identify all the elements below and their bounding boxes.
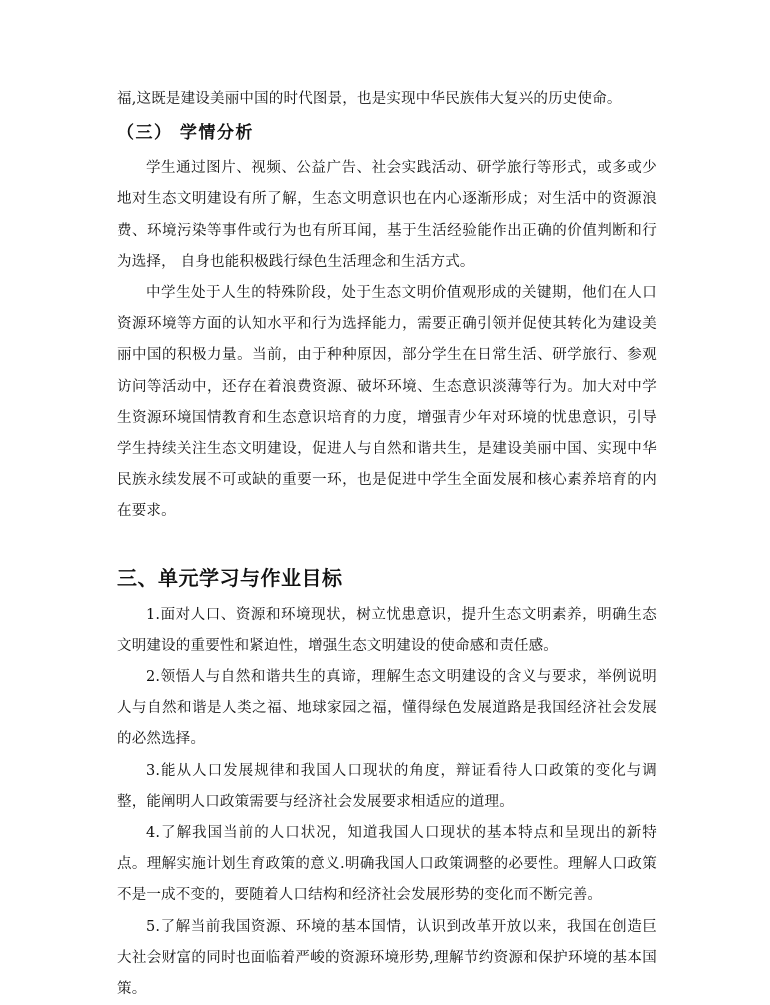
learner-analysis-paragraph-2: 中学生处于人生的特殊阶段，处于生态文明价值观形成的关键期，他们在人口资源环境等方面的认知水平和行为选择能力，需要正确引领并促使其转化为建设美丽中国的积极力量。当前，由于种种原因，部分学生在日常生活、研学旅行、参观访问等活动中，还存在着浪费资源、破坏环境、生态意识淡薄等行为。加大对中学生资源环境国情教育和生态意识培育的力度，增强青少年对环境的忧患意识，引导学生持续关注生态文明建设，促进人与自然和谐共生，是建设美丽中国、实现中华民族永续发展不可或缺的重要一环，也是促进中学生全面发展和核心素养培育的内在要求。 — [117, 285, 657, 520]
goal-item-5: 5.了解当前我国资源、环境的基本国情，认识到改革开放以来，我国在创造巨大社会财富的同时也面临着严峻的资源环境形势,理解节约资源和保护环境的基本国策。 — [117, 918, 657, 998]
goal-item-1: 1.面对人口、资源和环境现状，树立忧患意识，提升生态文明素养，明确生态文明建设的重要性和紧迫性，增强生态文明建设的使命感和责任感。 — [117, 606, 657, 654]
goal-item-2: 2.领悟人与自然和谐共生的真谛，理解生态文明建设的含义与要求，举例说明人与自然和谐是人类之福、地球家园之福，懂得绿色发展道路是我国经济社会发展的必然选择。 — [117, 669, 657, 748]
section-heading: 三、单元学习与作业目标 — [117, 565, 343, 590]
continuation-paragraph: 福,这既是建设美丽中国的时代图景，也是实现中华民族伟大复兴的历史使命。 — [117, 91, 622, 107]
goal-item-3: 3.能从人口发展规律和我国人口现状的角度，辩证看待人口政策的变化与调整，能阐明人口政策需要与经济社会发展要求相适应的道理。 — [117, 762, 657, 810]
subsection-heading: （三） 学情分析 — [117, 123, 254, 144]
learner-analysis-paragraph-1: 学生通过图片、视频、公益广告、社会实践活动、研学旅行等形式，或多或少地对生态文明建设有所了解，生态文明意识也在内心逐渐形成；对生活中的资源浪费、环境污染等事件或行为也有所耳闻，基于生活经验能作出正确的价值判断和行为选择， 自身也能积极践行绿色生活理念和生活方式。 — [117, 160, 657, 270]
document-page — [117, 84, 657, 1005]
goal-item-4: 4.了解我国当前的人口状况，知道我国人口现状的基本特点和呈现出的新特点。理解实施计划生育政策的意义.明确我国人口政策调整的必要性。理解人口政策不是一成不变的，要随着人口结构和经济社会发展形势的变化而不断完善。 — [117, 825, 657, 904]
